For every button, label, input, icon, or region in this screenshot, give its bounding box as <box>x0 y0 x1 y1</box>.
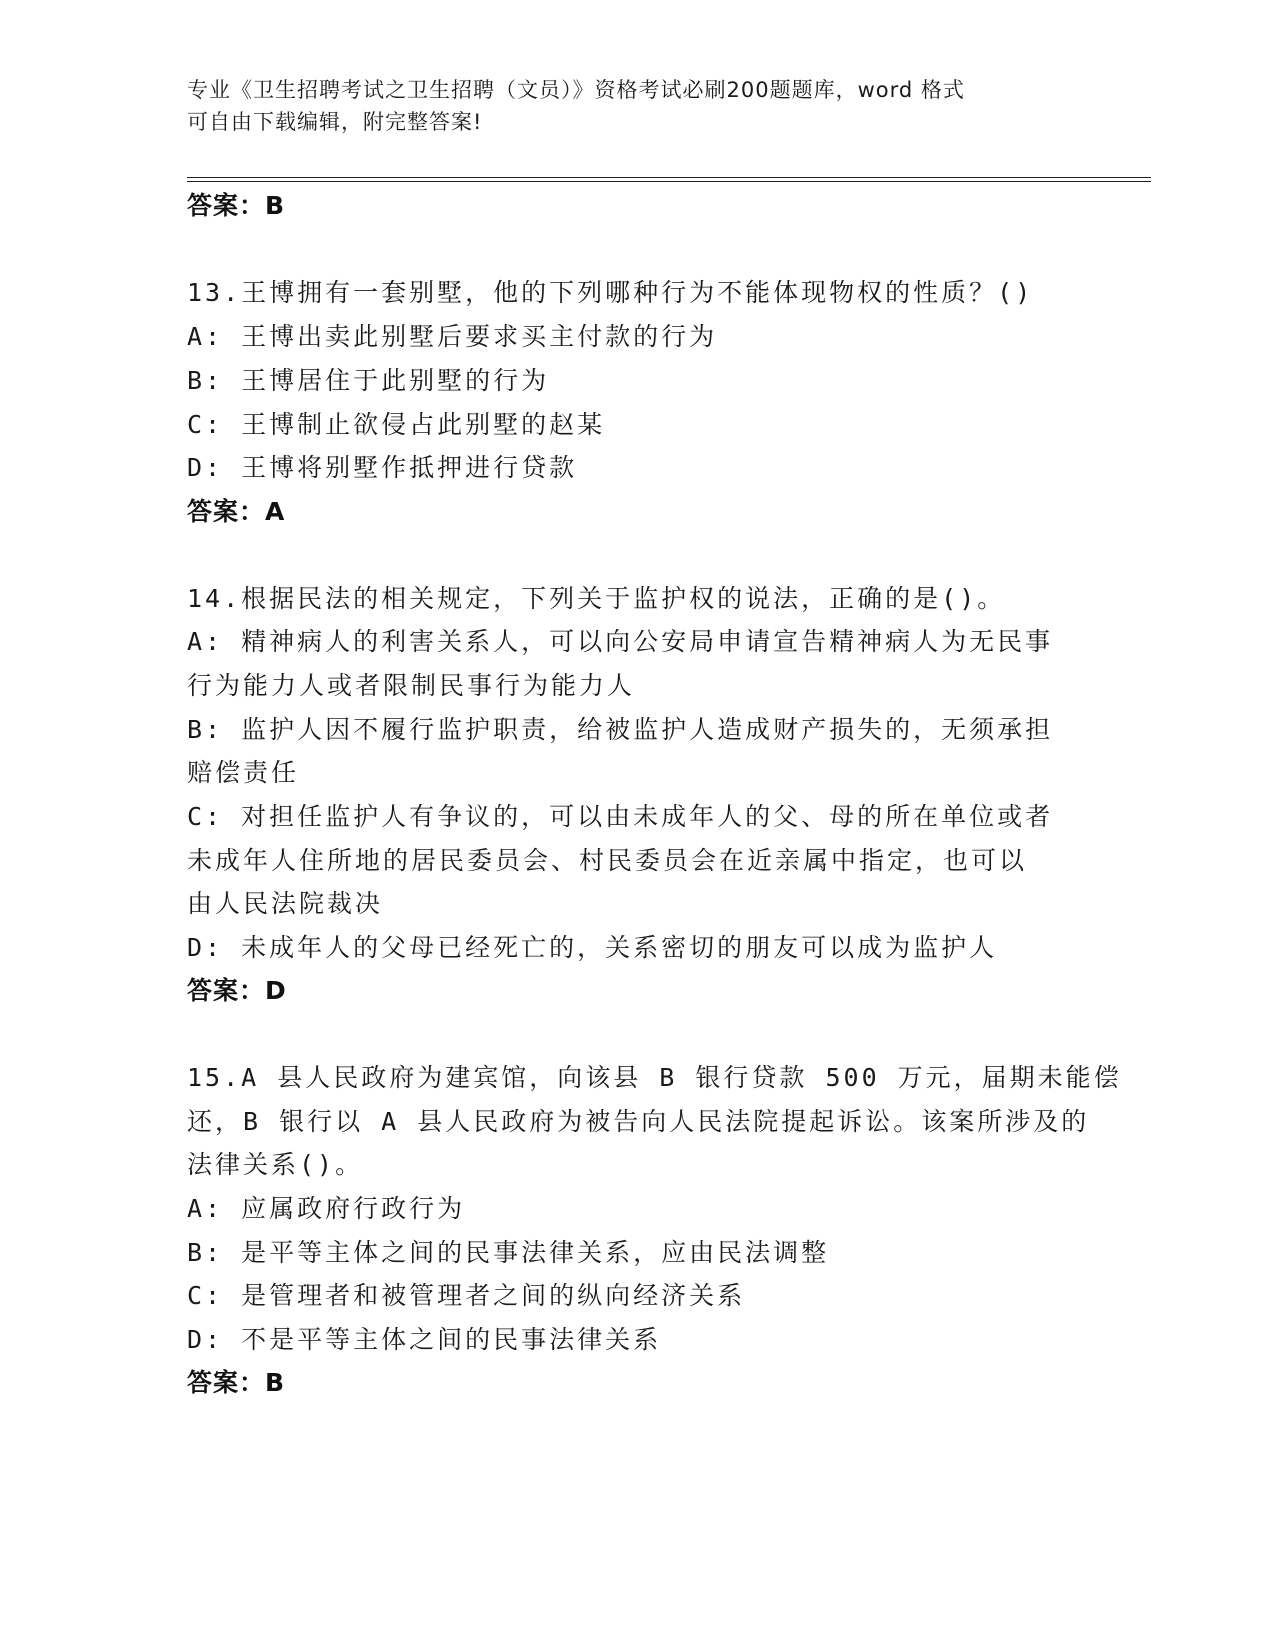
q14-option-d: D: 未成年人的父母已经死亡的，关系密切的朋友可以成为监护人 <box>187 933 998 962</box>
q13-option-d: D: 王博将别墅作抵押进行贷款 <box>187 453 578 482</box>
q15-stem-line3: 法律关系()。 <box>187 1150 364 1179</box>
q14-option-c-line1: C: 对担任监护人有争议的，可以由未成年人的父、母的所在单位或者 <box>187 802 1054 831</box>
q14-stem: 14.根据民法的相关规定，下列关于监护权的说法，正确的是()。 <box>187 584 1006 613</box>
q14-option-b-line2: 赔偿责任 <box>187 758 300 787</box>
q15-option-a: A: 应属政府行政行为 <box>187 1194 466 1223</box>
q14-option-b-line1: B: 监护人因不履行监护职责，给被监护人造成财产损失的，无须承担 <box>187 715 1054 744</box>
q15-stem-line1: 15.A 县人民政府为建宾馆，向该县 B 银行贷款 500 万元，届期未能偿 <box>187 1063 1122 1092</box>
q13-option-b: B: 王博居住于此别墅的行为 <box>187 366 550 395</box>
q15-option-c: C: 是管理者和被管理者之间的纵向经济关系 <box>187 1281 746 1310</box>
q13-option-c: C: 王博制止欲侵占此别墅的赵某 <box>187 410 606 439</box>
q14-option-a-line2: 行为能力人或者限制民事行为能力人 <box>187 671 636 700</box>
q15-option-b: B: 是平等主体之间的民事法律关系，应由民法调整 <box>187 1238 830 1267</box>
q14-answer: 答案：D <box>187 976 287 1005</box>
q14-option-c-line2: 未成年人住所地的居民委员会、村民委员会在近亲属中指定，也可以 <box>187 846 1028 875</box>
header-line-2: 可自由下载编辑，附完整答案! <box>187 110 483 134</box>
header-divider <box>187 177 1151 182</box>
q14-option-a-line1: A: 精神病人的利害关系人，可以向公安局申请宣告精神病人为无民事 <box>187 627 1054 656</box>
q13-stem: 13.王博拥有一套别墅，他的下列哪种行为不能体现物权的性质？() <box>187 278 1034 307</box>
q13-option-a: A: 王博出卖此别墅后要求买主付款的行为 <box>187 322 718 351</box>
page-header <box>187 74 1067 138</box>
answer-prev: 答案：B <box>187 191 286 220</box>
q15-answer: 答案：B <box>187 1368 286 1397</box>
q15-option-d: D: 不是平等主体之间的民事法律关系 <box>187 1325 662 1354</box>
q14-option-c-line3: 由人民法院裁决 <box>187 889 384 918</box>
q15-stem-line2: 还，B 银行以 A 县人民政府为被告向人民法院提起诉讼。该案所涉及的 <box>187 1107 1090 1136</box>
header-line-1: 专业《卫生招聘考试之卫生招聘（文员）》资格考试必刷200题题库，word 格式 <box>187 78 965 102</box>
q13-answer: 答案：A <box>187 497 286 526</box>
